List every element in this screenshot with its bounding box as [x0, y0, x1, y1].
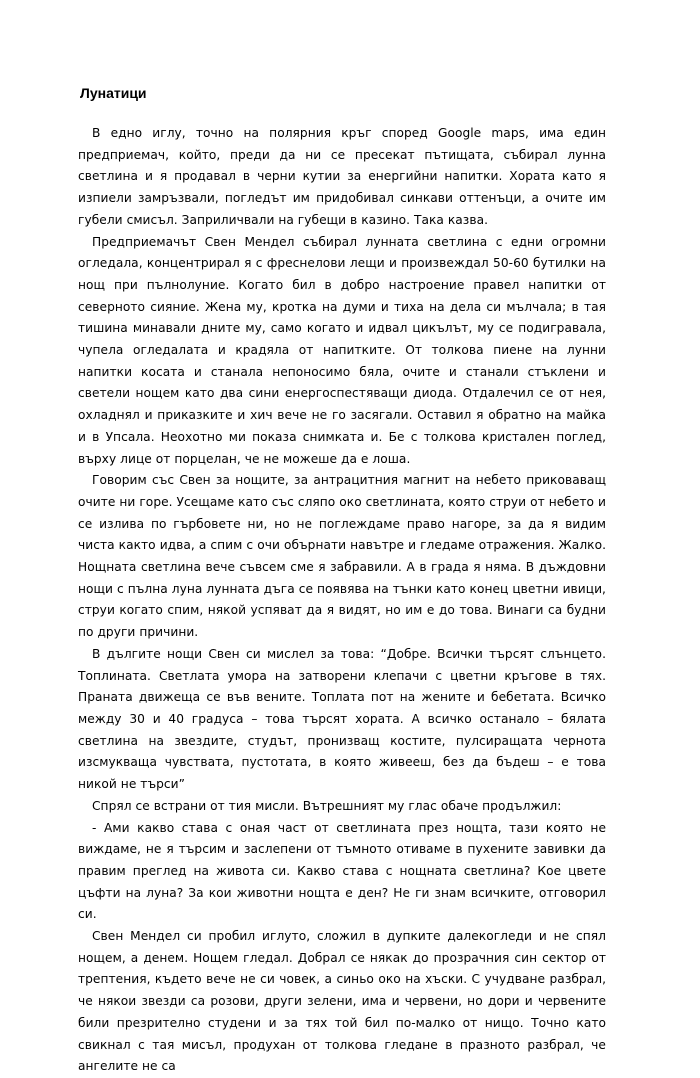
paragraph: В едно иглу, точно на полярния кръг според Google maps, има един предприемач, който, преди да ни се пресекат пътищата, събирал лунна светлина и я продавал в черни кутии за енергийни напитки. Хората като я изпиели замръзвали, погледът им придобивал синкави оттенъци, а очите им губели смисъл. Заприличвали на губещи в казино. Така казва. [78, 126, 606, 227]
paragraph: Предприемачът Свен Мендел събирал лунната светлина с едни огромни огледала, концентрирал я с фреснелови лещи и произвеждал 50-60 бутилки на нощ при пълнолуние. Когато бил в добро настроение правел напитки от северното сияние. Жена му, кротка на думи и тиха на дела си мълчала; в тая тишина минавали дните му, само когато и идвал цикълът, му се подигравала, чупела огледалата и крадяла от напитките. От толкова пиене на лунни напитки косата и станала непоносимо бяла, очите и станали стъклени и светели нощем като два сини енергоспестяващи диода. Отдалечил се от нея, охладнял и приказките и хич вече не го засягали. Оставил я обратно на майка и в Упсала. Неохотно ми показа снимката и. Бе с толкова кристален поглед, върху лице от порцелан, че не можеше да е лоша. [78, 234, 606, 466]
paragraph: Свен Мендел си пробил иглуто, сложил в дупките далекогледи и не спял нощем, а денем. Нощем гледал. Добрал се някак до прозрачния син сектор от трептения, където вече не си човек, а синьо око на хъски. С учудване разбрал, че някои звезди са розови, други зелени, има и червени, но дори и червените били презрително студени и за тях той бил по-малко от нищо. Точно като свикнал с тая мисъл, продухан от толкова гледане в празното разбрал, че ангелите не са [78, 929, 606, 1074]
paragraph: Говорим със Свен за нощите, за антрацитния магнит на небето приковаващ очите ни горе. Усещаме като със сляпо око светлината, която струи от небето и се излива по гърбовете ни, но не поглеждаме право нагоре, за да я видим чиста както идва, а спим с очи обърнати навътре и гледаме отражения. Жалко. Нощната светлина вече съвсем сме я забравили. А в града я няма. В дъждовни нощи с пълна луна лунната дъга се появява на тънки като конец цветни ивици, струи когато спим, някой успяват да я видят, но им е до това. Винаги са будни по други причини. [78, 473, 606, 640]
document-title: Лунатици [80, 85, 147, 101]
paragraph: Спрял се встрани от тия мисли. Вътрешният му глас обаче продължил: [92, 798, 562, 813]
document-body [78, 123, 606, 1078]
paragraph: - Ами какво става с оная част от светлината през нощта, тази която не виждаме, не я търсим и заслепени от тъмното отиваме в пухените завивки да правим преглед на живота си. Какво става с нощната светлина? Кое цвете цъфти на луна? За кои животни нощта е ден? Не ги знам всичките, отговорил си. [78, 820, 606, 922]
paragraph: В дългите нощи Свен си мислел за това: “Добре. Всички търсят слънцето. Топлината. Светлата умора на затворени клепачи с цветни кръгове в тях. Праната движеща се във вените. Топлата пот на жените и бебетата. Всичко между 30 и 40 градуса – това търсят хората. А всичко останало – бялата светлина на звездите, студът, пронизващ костите, пулсиращата чернота изсмукваща чувствата, пустотата, в която живееш, без да бъдеш – е това никой не търси” [78, 646, 606, 792]
